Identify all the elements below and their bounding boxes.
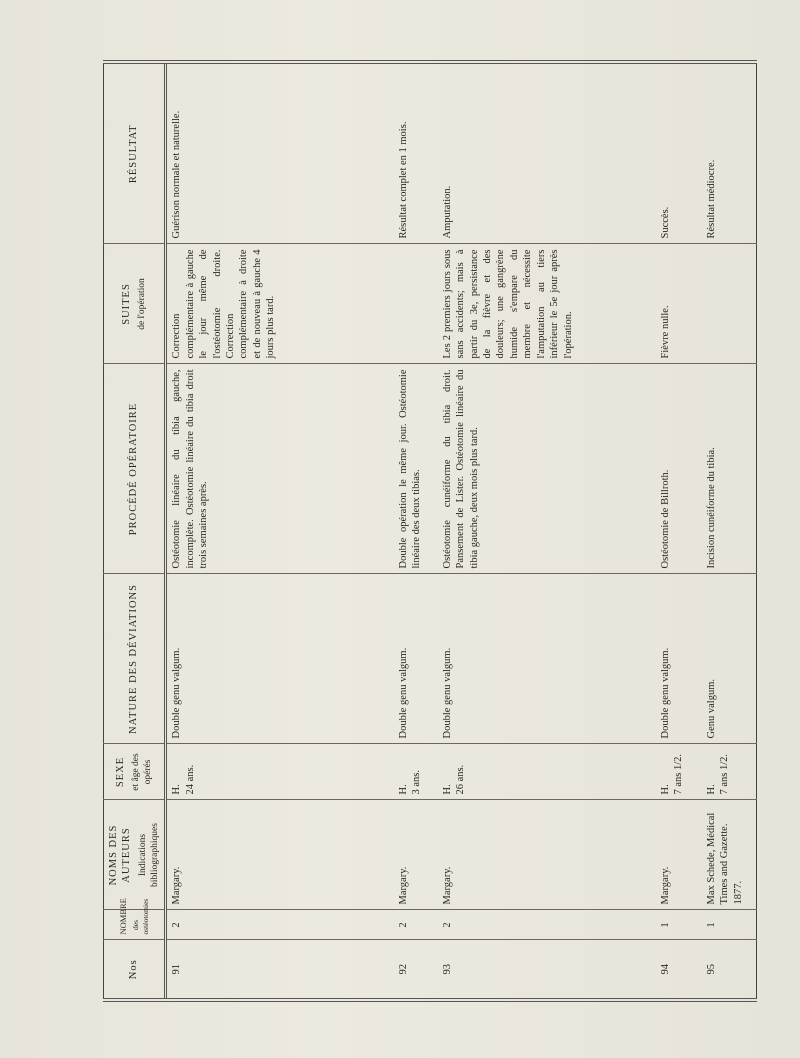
cell-sexe-age	[166, 744, 394, 800]
cell-sexe: H.	[659, 784, 671, 795]
header-row	[104, 62, 166, 1000]
cell-sexe: H.	[441, 784, 453, 795]
cell-age: 26 ans.	[455, 764, 467, 795]
header-nature: NATURE DES DÉVIATIONS	[104, 574, 166, 744]
cell-no: 93	[438, 940, 656, 1000]
cell-no: 95	[702, 940, 750, 1000]
cell-nombre: 1	[656, 910, 702, 940]
cell-nature: Genu valgum.	[702, 574, 750, 744]
header-sexe-label: SEXE	[114, 756, 126, 788]
cell-resultat: Guérison normale et naturelle.	[166, 62, 394, 244]
header-suites	[104, 244, 166, 364]
cell-suites	[702, 244, 750, 364]
cell-nombre: 1	[702, 910, 750, 940]
table-row	[656, 62, 702, 1000]
header-nombre-sub: des ostéotomies	[131, 898, 151, 935]
header-sexe-sub: et âge des opérés	[131, 753, 154, 791]
table-row	[438, 62, 656, 1000]
cell-resultat: Résultat médiocre.	[702, 62, 750, 244]
cell-nature: Double genu valgum.	[438, 574, 656, 744]
header-procede: PROCÉDÉ OPÉRATOIRE	[104, 364, 166, 574]
table-row	[394, 62, 438, 1000]
cell-sexe: H.	[705, 784, 717, 795]
table-frame	[103, 64, 754, 1002]
cell-resultat: Amputation.	[438, 62, 656, 244]
cell-procede: Ostéotomie de Billroth.	[656, 364, 702, 574]
cell-procede: Double opération le même jour. Ostéotomie linéaire des deux tibias.	[394, 364, 438, 574]
cell-resultat: Succès.	[656, 62, 702, 244]
cell-procede: Ostéotomie cunéiforme du tibia droit. Pansement de Lister. Ostéotomie linéaire du tibia gauche, deux mois plus tard.	[438, 364, 656, 574]
cell-sexe: H.	[171, 784, 183, 795]
header-auteurs-label: NOMS DES AUTEURS	[108, 824, 133, 886]
cell-procede: Ostéotomie linéaire du tibia gauche, incomplète. Ostéotomie linéaire du tibia droit trois semaines après.	[166, 364, 394, 574]
cell-nature: Double genu valgum.	[166, 574, 394, 744]
cell-suites: Correction complémentaire à gauche le jour même de l'ostéotomie droite. Correction complémentaire à droite et de nouveau à gauche 4 jours plus tard.	[166, 244, 394, 364]
header-nombre-label: NOMBRE	[117, 898, 128, 935]
header-suites-label: SUITES	[120, 283, 132, 325]
header-no: Nos	[104, 940, 166, 1000]
cell-procede: Incision cunéiforme du tibia.	[702, 364, 750, 574]
cell-sexe-age	[394, 744, 438, 800]
cell-sexe: H.	[397, 784, 409, 795]
osteotomy-cases-table	[103, 60, 757, 1002]
cell-nature: Double genu valgum.	[394, 574, 438, 744]
cell-nombre: 2	[394, 910, 438, 940]
cell-age: 24 ans.	[184, 764, 196, 795]
cell-auteur: Margary.	[438, 800, 656, 910]
cell-suites: Fièvre nulle.	[656, 244, 702, 364]
cell-nature: Double genu valgum.	[656, 574, 702, 744]
cell-suites: Les 2 premiers jours sous sans accidents; mais à partir du 3e, persistance de la fièvre et des douleurs; une gangrène humide s'empare du membre et nécessite l'amputation au tiers inférieur le 5e jour après l'opération.	[438, 244, 656, 364]
cell-auteur: Margary.	[166, 800, 394, 910]
cell-age: 3 ans.	[411, 770, 423, 795]
cell-no: 92	[394, 940, 438, 1000]
header-auteurs	[104, 800, 166, 910]
rotated-table-container	[103, 64, 754, 1002]
cell-age: 7 ans 1/2.	[673, 753, 685, 795]
cell-auteur: Max Schede, Médical Times and Gazette. 1877.	[702, 800, 750, 910]
header-resultat: RÉSULTAT	[104, 62, 166, 244]
cell-suites	[394, 244, 438, 364]
header-suites-sub: de l'opération	[137, 278, 148, 330]
cell-auteur: Margary.	[656, 800, 702, 910]
cell-sexe-age	[438, 744, 656, 800]
cell-age: 7 ans 1/2.	[719, 753, 731, 795]
cell-no: 91	[166, 940, 394, 1000]
header-nombre	[104, 898, 166, 940]
header-auteurs-sub: Indications bibliographiques	[137, 823, 161, 887]
cell-no: 94	[656, 940, 702, 1000]
cell-sexe-age	[656, 744, 702, 800]
header-sexe	[104, 744, 166, 800]
cell-resultat: Résultat complet en 1 mois.	[394, 62, 438, 244]
cell-sexe-age	[702, 744, 750, 800]
table-row	[166, 62, 394, 1000]
cell-nombre: 2	[438, 910, 656, 940]
table-row-filler	[750, 62, 757, 1000]
table-row	[702, 62, 750, 1000]
cell-auteur: Margary.	[394, 800, 438, 910]
cell-nombre: 2	[166, 910, 394, 940]
